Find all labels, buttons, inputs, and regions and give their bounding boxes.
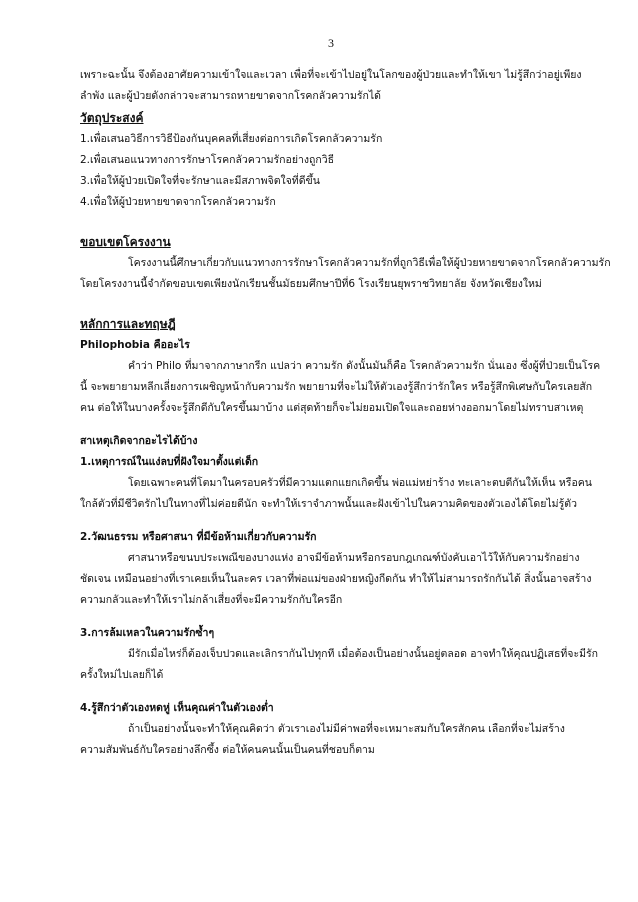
cause-item: [80, 527, 592, 611]
principles-section: [80, 313, 601, 761]
scope-line: โครงงานนี้ศึกษาเกี่ยวกับแนวทางการรักษาโรคกลัวความรักที่ถูกวิธีเพื่อให้ผู้ป่วยหายขาดจากโรคกลัวความรัก: [128, 257, 611, 269]
what-is-line: คำว่า Philo ที่มาจากภาษากรีก แปลว่า ความรัก ดังนั้นมันก็คือ โรคกลัวความรัก นั่นเอง ซึ่งผู้ที่ป่วยเป็นโรค: [128, 360, 601, 372]
principles-heading: หลักการและทฤษฎี: [80, 317, 176, 331]
page-number: 3: [328, 36, 334, 50]
objective-item: 4.เพื่อให้ผู้ป่วยหายขาดจากโรคกลัวความรัก: [80, 196, 276, 208]
objectives-heading: วัตถุประสงค์: [80, 111, 144, 125]
what-is-line: คน ต่อให้ในบางครั้งจะรู้สึกดีกับใครขึ้นมาบ้าง แต่สุดท้ายก็จะไม่ยอมเปิดใจและถอยห่างออกมาโดยไม่ทราบสาเหตุ: [80, 402, 584, 414]
cause-line: ความกลัวและทำให้เราไม่กล้าเสี่ยงที่จะมีความรักกับใครอีก: [80, 594, 343, 606]
scope-heading: ขอบเขตโครงงาน: [80, 235, 171, 249]
cause-item: [80, 698, 582, 761]
what-is-title: Philophobia คืออะไร: [80, 339, 190, 351]
cause-title: 4.รู้สึกว่าตัวเองหดหู่ เห็นคุณค่าในตัวเองต่ำ: [80, 702, 274, 714]
what-is-line: นี้ จะพยายามหลีกเลี่ยงการเผชิญหน้ากับความรัก พยายามที่จะไม่ให้ตัวเองรู้สึกว่ารักใคร หรือรู้สึกพิเศษกับใครเลยสัก: [80, 381, 593, 393]
objective-item: 1.เพื่อเสนอวิธีการวิธีป้องกันบุคคลที่เสี่ยงต่อการเกิดโรคกลัวความรัก: [80, 133, 383, 145]
cause-line: ศาสนาหรือขนบประเพณีของบางแห่ง อาจมีข้อห้ามหรือกรอบกฎเกณฑ์บังคับเอาไว้ให้กับความรักอย่าง: [128, 552, 580, 564]
objective-item: 2.เพื่อเสนอแนวทางการรักษาโรคกลัวความรักอย่างถูกวิธี: [80, 154, 335, 166]
objective-item: 3.เพื่อให้ผู้ป่วยเปิดใจที่จะรักษาและมีสภาพจิตใจที่ดีขึ้น: [80, 175, 320, 187]
cause-item: [80, 452, 592, 515]
cause-line: โดยเฉพาะคนที่โตมาในครอบครัวที่มีความแตกแยกเกิดขึ้น พ่อแม่หย่าร้าง ทะเลาะตบตีกันให้เห็น หรือคน: [128, 477, 592, 489]
cause-title: 2.วัฒนธรรม หรือศาสนา ที่มีข้อห้ามเกี่ยวกับความรัก: [80, 531, 317, 543]
cause-line: ครั้งใหม่ไปเลยก็ได้: [80, 669, 164, 681]
intro-paragraph: [80, 65, 582, 107]
scope-line: โดยโครงงานนี้จำกัดขอบเขตเพียงนักเรียนชั้นมัธยมศึกษาปีที่6 โรงเรียนยุพราชวิทยาลัย จังหวัดเชียงใหม่: [80, 278, 542, 290]
cause-title: 1.เหตุการณ์ในแง่ลบที่ฝังใจมาตั้งแต่เด็ก: [80, 456, 259, 468]
cause-line: ถ้าเป็นอย่างนั้นจะทำให้คุณคิดว่า ตัวเราเองไม่มีค่าพอที่จะเหมาะสมกับใครสักคน เลือกที่จะไม่สร้าง: [128, 723, 565, 735]
objectives-section: [80, 107, 582, 213]
cause-line: ใกล้ตัวที่มีชีวิตรักไปในทางที่ไม่ค่อยดีนัก จะทำให้เราจำภาพนั้นและฝังเข้าไปในความคิดของตัวเองได้โดยไม่รู้ตัว: [80, 498, 577, 510]
cause-line: มีรักเมื่อไหร่ก็ต้องเจ็บปวดและเลิกรากันไปทุกที เมื่อต้องเป็นอย่างนั้นอยู่ตลอด อาจทำให้คุณปฏิเสธที่จะมีรัก: [128, 648, 598, 660]
causes-title: สาเหตุเกิดจากอะไรได้บ้าง: [80, 435, 198, 447]
intro-line: เพราะฉะนั้น จึงต้องอาศัยความเข้าใจและเวลา เพื่อที่จะเข้าไปอยู่ในโลกของผู้ป่วยและทำให้เขา ไม่รู้สึกว่าอยู่เพียง: [80, 69, 582, 81]
cause-title: 3.การล้มเหลวในความรักซ้ำๆ: [80, 627, 215, 639]
cause-line: ชัดเจน เหมือนอย่างที่เราเคยเห็นในละคร เวลาที่พ่อแม่ของฝ่ายหญิงกีดกัน ทำให้ไม่สามารถรักกันได้ สิ่งนั้นอาจสร้าง: [80, 573, 592, 585]
intro-line: ลำพัง และผู้ป่วยดังกล่าวจะสามารถหายขาดจากโรคกลัวความรักได้: [80, 90, 381, 102]
cause-item: [80, 623, 598, 686]
cause-line: ความสัมพันธ์กับใครอย่างลึกซึ้ง ต่อให้คนคนนั้นเป็นคนที่ชอบก็ตาม: [80, 744, 375, 756]
scope-section: [80, 231, 611, 295]
